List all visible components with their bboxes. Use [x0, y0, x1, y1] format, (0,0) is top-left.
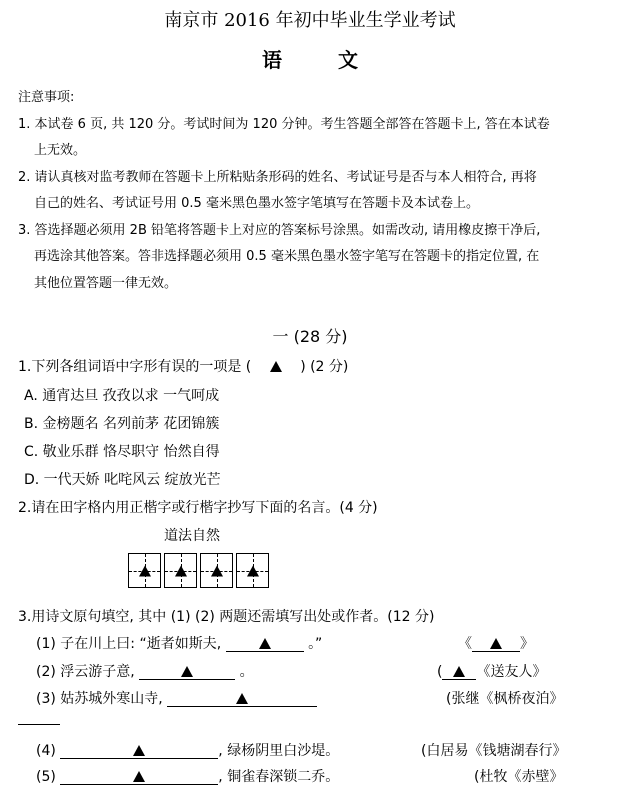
notice-line: 3. 答选择题必须用 2B 铅笔将答题卡上对应的答案标号涂黑。如需改动, 请用橡皮擦干净后,	[18, 223, 541, 238]
q3-line-3-source: (张继《枫桥夜泊》	[446, 691, 564, 707]
triangle-icon	[453, 666, 465, 677]
grid-cell	[164, 553, 197, 588]
option-a: A. 通宵达旦 孜孜以求 一气呵成	[24, 388, 220, 404]
option-d: D. 一代天娇 叱咤风云 绽放光芒	[24, 472, 221, 488]
notice-line: 其他位置答题一律无效。	[34, 276, 178, 291]
grid-cell	[200, 553, 233, 588]
answer-blank	[256, 359, 296, 375]
triangle-icon	[259, 638, 271, 649]
triangle-icon	[133, 745, 145, 756]
answer-blank	[472, 637, 520, 652]
q3-line-1-source	[458, 633, 534, 653]
q3-line-5	[36, 766, 339, 786]
divider	[18, 724, 60, 725]
q3-line-4-end: , 绿杨阴里白沙堤。	[218, 743, 340, 759]
q2-phrase: 道法自然	[164, 528, 220, 544]
triangle-icon	[133, 771, 145, 782]
option-c: C. 敬业乐群 恪尽职守 怡然自得	[24, 444, 220, 460]
q3-line-5-label: (5)	[36, 769, 56, 785]
notice-heading: 注意事项:	[18, 90, 75, 105]
answer-blank	[226, 637, 304, 652]
paren-left: (	[437, 664, 443, 680]
question-3: 3.用诗文原句填空, 其中 (1) (2) 两题还需填写出处或作者。(12 分)	[18, 609, 435, 625]
option-b: B. 金榜题名 名列前茅 花团锦簇	[24, 416, 220, 432]
answer-blank	[60, 744, 218, 759]
q3-line-1-text: (1) 子在川上曰: “逝者如斯夫,	[36, 636, 222, 652]
q3-line-5-end: , 铜雀春深锁二乔。	[218, 769, 340, 785]
writing-grid	[128, 553, 272, 588]
notice-line: 自己的姓名、考试证号用 0.5 毫米黑色墨水签字笔填写在答题卡及本试卷上。	[34, 196, 479, 211]
q3-line-1	[36, 633, 322, 653]
triangle-icon	[270, 361, 282, 372]
answer-blank	[60, 770, 218, 785]
q3-line-5-source: (杜牧《赤壁》	[474, 769, 564, 785]
question-1	[18, 356, 348, 376]
q3-line-3	[36, 688, 317, 708]
grid-cell	[128, 553, 161, 588]
notice-line: 2. 请认真核对监考教师在答题卡上所粘贴条形码的姓名、考试证号是否与本人相符合, 再将	[18, 170, 537, 185]
question-2: 2.请在田字格内用正楷字或行楷字抄写下面的名言。(4 分)	[18, 500, 378, 516]
q3-line-2-source	[437, 661, 546, 681]
triangle-icon	[181, 666, 193, 677]
bracket-left: 《	[458, 636, 472, 652]
q3-line-2-end: 。	[239, 664, 254, 680]
q3-line-2	[36, 661, 254, 681]
answer-blank	[139, 665, 235, 680]
triangle-icon	[490, 638, 502, 649]
subject-title: 语文	[262, 48, 414, 72]
triangle-icon	[139, 565, 151, 576]
notice-line: 1. 本试卷 6 页, 共 120 分。考试时间为 120 分钟。考生答题全部答在答题卡上, 答在本试卷	[18, 117, 550, 132]
answer-blank	[442, 665, 476, 680]
bracket-right: 》	[520, 636, 534, 652]
section-title: 一 (28 分)	[272, 327, 348, 346]
q3-line-4	[36, 740, 339, 760]
notice-line: 上无效。	[34, 143, 87, 158]
q3-line-4-label: (4)	[36, 743, 56, 759]
q3-line-2-text: (2) 浮云游子意,	[36, 664, 135, 680]
source-title: 《送友人》	[476, 664, 547, 680]
triangle-icon	[175, 565, 187, 576]
q3-line-3-text: (3) 姑苏城外寒山寺,	[36, 691, 163, 707]
q3-line-1-end: 。”	[308, 636, 323, 652]
q3-line-4-source: (白居易《钱塘湖春行》	[421, 743, 567, 759]
q1-points: ) (2 分)	[300, 359, 349, 375]
triangle-icon	[211, 565, 223, 576]
notice-line: 再选涂其他答案。答非选择题必须用 0.5 毫米黑色墨水签字笔写在答题卡的指定位置, 在	[34, 249, 540, 264]
answer-blank	[167, 692, 317, 707]
exam-title: 南京市 2016 年初中毕业生学业考试	[164, 10, 456, 31]
triangle-icon	[236, 693, 248, 704]
triangle-icon	[247, 565, 259, 576]
grid-cell	[236, 553, 269, 588]
q1-prompt: 1.下列各组词语中字形有误的一项是 (	[18, 359, 252, 375]
